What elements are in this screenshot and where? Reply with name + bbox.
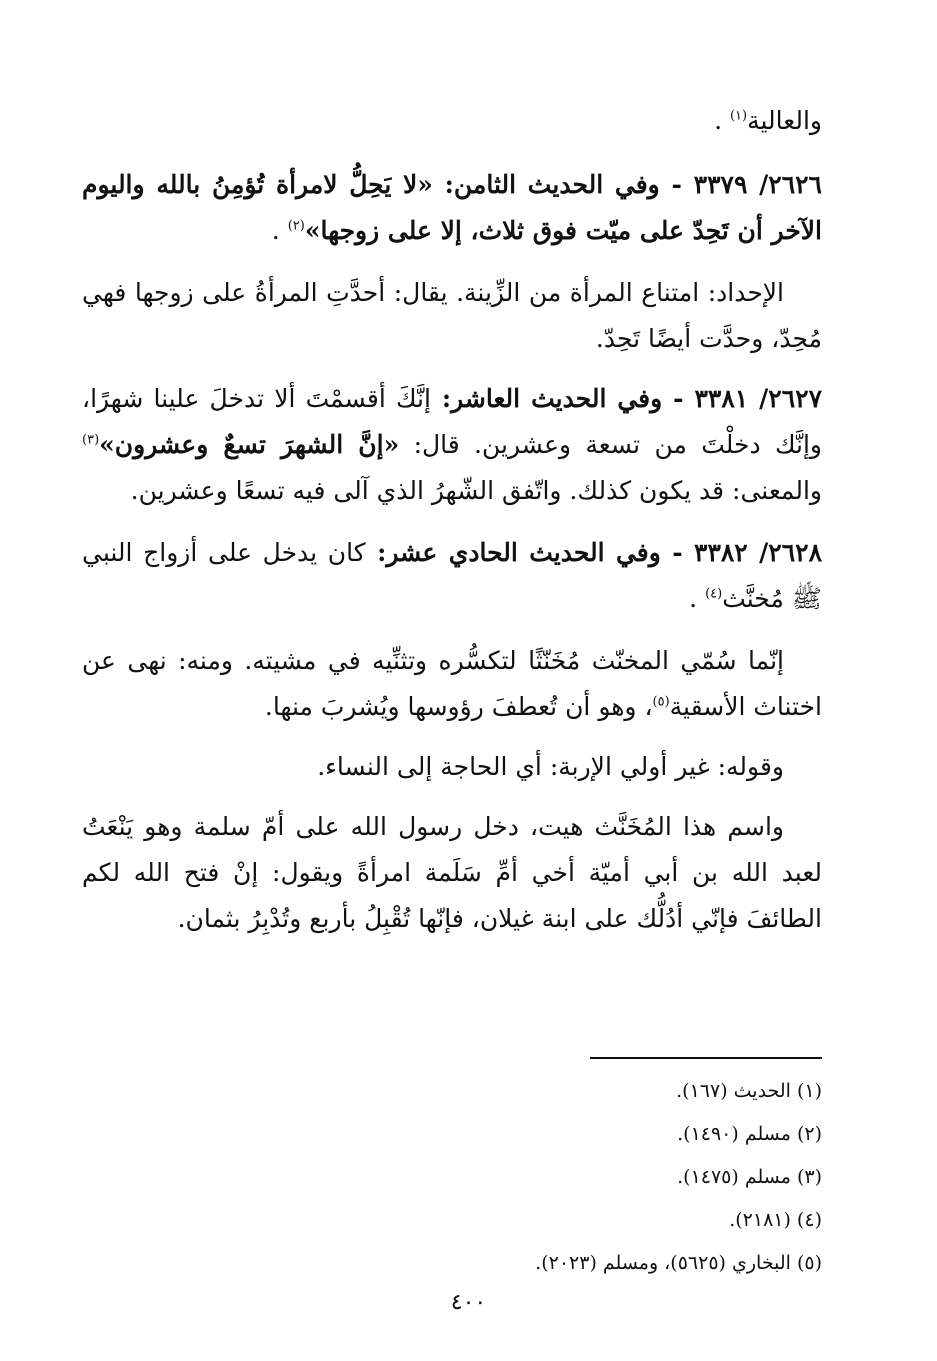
paragraph-text: إنّما سُمّي المخنّث مُخَنّثًا لتكسُّره وتثنِّيه في مشيته. ومنه: نهى عن اختناث الأسقية	[82, 646, 822, 721]
paragraph-text-cont: ، وهو أن تُعطفَ رؤوسها ويُشربَ منها.	[264, 692, 653, 721]
hadith-2628	[82, 530, 822, 622]
hadith-number: ٢٦٢٨/ ٣٣٨٢ - وفي الحديث الحادي عشر:	[365, 538, 822, 567]
paragraph-1	[82, 98, 822, 144]
page-body	[82, 98, 822, 956]
hadith-text: كان يدخل على أزواج النبي ﷺ مُخنَّث	[82, 538, 822, 613]
footnote-ref-4[interactable]: (٤)	[705, 586, 723, 602]
footnote-ref-2[interactable]: (٢)	[287, 218, 305, 234]
footnote-4: (٤) (٢١٨١).	[729, 1209, 822, 1231]
explanation-hit: واسم هذا المُخَنَّث هيت، دخل رسول الله على أمّ سلمة وهو يَنْعَتُ لعبد الله بن أبي أميّة أخي أمِّ سَلَمة امرأةً ويقول: إنْ فتح الله لكم الطائفَ فإنّي أدُلُّك على ابنة غيلان، فإنّها تُقْبِلُ بأربع وتُدْبِرُ بثمان.	[82, 812, 822, 933]
footnote-5: (٥) البخاري (٥٦٢٥)، ومسلم (٢٠٢٣).	[535, 1252, 822, 1274]
paragraph-text: والعالية	[747, 106, 822, 135]
explanation-ihdad: الإحداد: امتناع المرأة من الزِّينة. يقال: أحدَّتِ المرأةُ على زوجها فهي مُحِدّ، وحدَّت أيضًا تَحِدّ.	[82, 278, 822, 353]
footnote-ref-3[interactable]: (٣)	[82, 432, 100, 448]
hadith-meaning: والمعنى: قد يكون كذلك. واتّفق الشّهرُ الذي آلى فيه تسعًا وعشرين.	[130, 476, 822, 505]
explanation-irbah: وقوله: غير أولي الإربة: أي الحاجة إلى النساء.	[317, 752, 784, 781]
hadith-text: «لا يَحِلُّ لامرأة تُؤمِنُ بالله واليوم الآخر أن تَحِدّ على ميّت فوق ثلاث، إلا على زوجها»	[82, 170, 822, 245]
footnote-2: (٢) مسلم (١٤٩٠).	[677, 1123, 822, 1145]
footnote-1: (١) الحديث (١٦٧).	[676, 1080, 822, 1102]
footnote-3: (٣) مسلم (١٤٧٥).	[677, 1166, 822, 1188]
hadith-2626	[82, 162, 822, 254]
footnote-divider	[590, 1057, 822, 1059]
hadith-number: ٢٦٢٧/ ٣٣٨١ - وفي الحديث العاشر:	[430, 384, 822, 413]
hadith-text: إنَّكَ أقسمْتَ ألا تدخلَ علينا شهرًا، وإنَّك دخلْتَ من تسعة وعشرين. قال:	[82, 384, 822, 459]
page-number: ٤٠٠	[450, 1290, 487, 1315]
hadith-2627	[82, 376, 822, 514]
paragraph-end: .	[714, 106, 730, 135]
hadith-number: ٢٦٢٦/ ٣٣٧٩ - وفي الحديث الثامن:	[432, 170, 822, 199]
footnote-ref-5[interactable]: (٥)	[652, 694, 670, 710]
paragraph-end: .	[271, 216, 288, 245]
footnote-ref-1[interactable]: (١)	[729, 108, 748, 124]
hadith-quote: «إنَّ الشهرَ تسعٌ وعشرون»	[99, 430, 400, 459]
explanation-mukhannath	[82, 638, 822, 730]
footnotes	[122, 1070, 822, 1285]
paragraph-end: .	[689, 584, 706, 613]
